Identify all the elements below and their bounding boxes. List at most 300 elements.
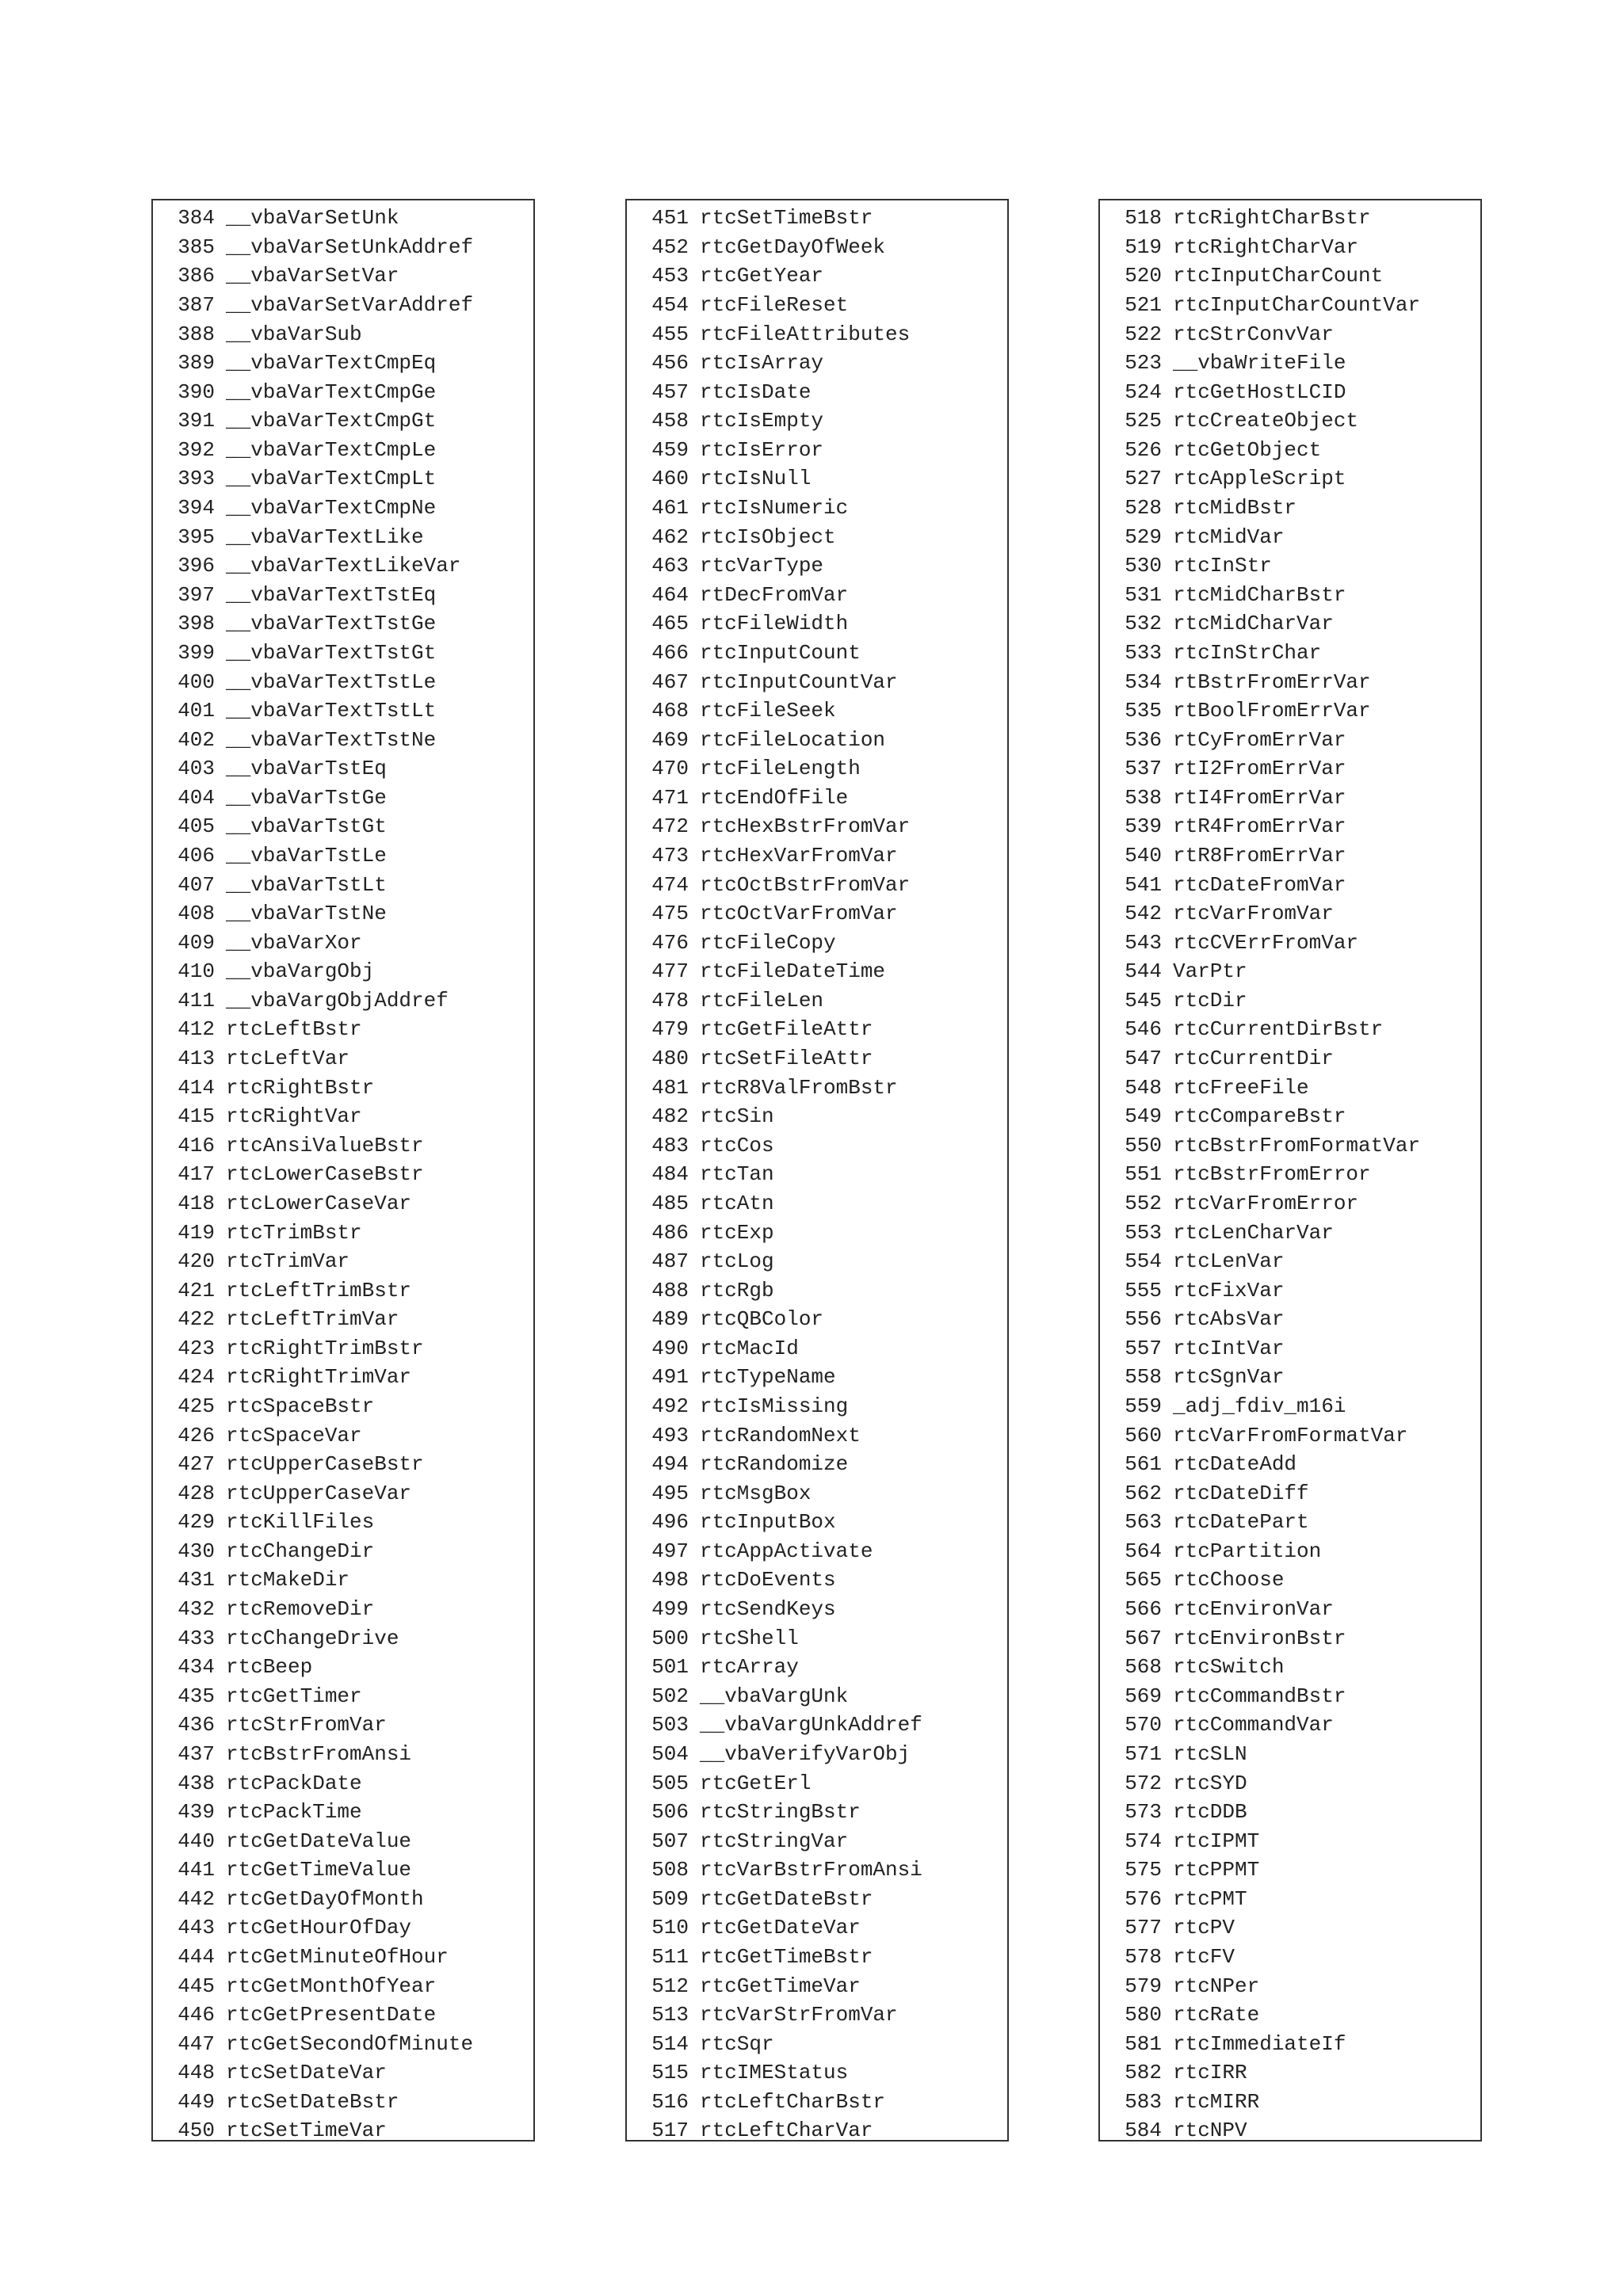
list-item	[153, 2058, 533, 2088]
list-item	[1100, 2058, 1480, 2088]
function-name: __vbaVarTstGt	[226, 814, 387, 839]
ordinal-number: 436	[178, 1713, 215, 1737]
ordinal-number: 422	[178, 1307, 215, 1332]
function-name: rtcRightTrimBstr	[226, 1336, 424, 1360]
ordinal-number: 548	[1125, 1075, 1162, 1100]
ordinal-number: 558	[1125, 1365, 1162, 1390]
function-name: VarPtr	[1173, 959, 1247, 984]
list-item	[153, 377, 533, 406]
ordinal-number: 505	[651, 1771, 689, 1795]
list-item	[627, 754, 1007, 784]
list-item	[627, 928, 1007, 957]
function-name: rtcKillFiles	[226, 1510, 375, 1535]
ordinal-number: 570	[1125, 1713, 1162, 1737]
ordinal-number: 536	[1125, 727, 1162, 752]
ordinal-number: 472	[651, 814, 689, 839]
ordinal-number: 427	[178, 1452, 215, 1477]
list-item	[627, 349, 1007, 378]
function-name: rtcFileCopy	[700, 930, 836, 955]
list-item	[627, 870, 1007, 899]
function-name: __vbaVarSetVar	[226, 264, 399, 288]
ordinal-number: 466	[651, 640, 689, 665]
ordinal-number: 544	[1125, 959, 1162, 984]
ordinal-number: 562	[1125, 1481, 1162, 1505]
list-item	[1100, 2116, 1480, 2145]
function-name: rtcLenVar	[1173, 1249, 1285, 1274]
ordinal-number: 443	[178, 1916, 215, 1940]
function-name: __vbaVarXor	[226, 930, 362, 955]
function-name: __vbaVarTextCmpLt	[226, 467, 437, 491]
function-name: __vbaVarTextCmpEq	[226, 351, 437, 376]
function-name: rtcChoose	[1173, 1568, 1285, 1592]
function-name: rtcMsgBox	[700, 1481, 812, 1505]
ordinal-number: 565	[1125, 1568, 1162, 1592]
list-item	[153, 754, 533, 784]
ordinal-number: 498	[651, 1568, 689, 1592]
ordinal-number: 491	[651, 1365, 689, 1390]
list-item	[153, 1363, 533, 1392]
ordinal-number: 397	[178, 582, 215, 607]
list-item	[627, 551, 1007, 581]
list-item	[627, 1044, 1007, 1074]
ordinal-number: 508	[651, 1858, 689, 1882]
list-item	[627, 639, 1007, 668]
function-name: __vbaVarTstNe	[226, 902, 387, 926]
list-item	[627, 1595, 1007, 1624]
function-name: rtcR8ValFromBstr	[700, 1075, 898, 1100]
ordinal-number: 442	[178, 1886, 215, 1911]
list-item	[1100, 841, 1480, 871]
list-item	[153, 1740, 533, 1769]
ordinal-number: 400	[178, 669, 215, 694]
function-name: rtcGetDateVar	[700, 1916, 861, 1940]
list-item	[627, 2029, 1007, 2058]
list-item	[153, 667, 533, 696]
list-item	[153, 1623, 533, 1653]
function-name: rtcGetErl	[700, 1771, 812, 1795]
list-item	[1100, 319, 1480, 349]
ordinal-number: 435	[178, 1684, 215, 1708]
list-item	[627, 1913, 1007, 1943]
ordinal-number: 581	[1125, 2031, 1162, 2056]
ordinal-number: 542	[1125, 902, 1162, 926]
ordinal-number: 448	[178, 2061, 215, 2085]
list-item	[153, 1131, 533, 1161]
list-item	[153, 1102, 533, 1131]
list-item	[627, 986, 1007, 1016]
list-item	[627, 1478, 1007, 1508]
list-item	[153, 1681, 533, 1711]
list-item	[153, 1073, 533, 1102]
function-name: __vbaVarTextTstLt	[226, 699, 437, 723]
function-name: __vbaVarTstGe	[226, 785, 387, 810]
function-name: rtcMIRR	[1173, 2089, 1260, 2114]
function-name: rtcTrimBstr	[226, 1220, 362, 1245]
function-name: rtcMidBstr	[1173, 496, 1297, 521]
list-item	[1100, 1334, 1480, 1363]
function-name: rtcInStrChar	[1173, 640, 1322, 665]
list-item	[1100, 1595, 1480, 1624]
ordinal-number: 393	[178, 467, 215, 491]
list-item	[627, 522, 1007, 551]
function-name: rtcSgnVar	[1173, 1365, 1285, 1390]
function-name: rtcSetTimeBstr	[700, 206, 873, 231]
function-name: rtcAbsVar	[1173, 1307, 1285, 1332]
ordinal-number: 500	[651, 1626, 689, 1650]
function-name: rtcLog	[700, 1249, 774, 1274]
list-item	[1100, 1971, 1480, 2000]
ordinal-number: 503	[651, 1713, 689, 1737]
function-name: rtcDateFromVar	[1173, 872, 1346, 897]
function-name: rtcGetHostLCID	[1173, 379, 1346, 404]
ordinal-number: 455	[651, 322, 689, 346]
function-name: rtcIsEmpty	[700, 409, 824, 433]
ordinal-number: 415	[178, 1104, 215, 1129]
ordinal-number: 568	[1125, 1655, 1162, 1680]
function-name: __vbaVarTstEq	[226, 757, 387, 781]
ordinal-number: 578	[1125, 1944, 1162, 1969]
list-item	[1100, 522, 1480, 551]
list-item	[1100, 812, 1480, 841]
ordinal-number: 421	[178, 1278, 215, 1302]
list-item	[627, 1073, 1007, 1102]
function-name: rtcPV	[1173, 1916, 1235, 1940]
ordinal-number: 531	[1125, 582, 1162, 607]
ordinal-number: 424	[178, 1365, 215, 1390]
list-item	[627, 494, 1007, 523]
list-item	[627, 812, 1007, 841]
ordinal-number: 457	[651, 379, 689, 404]
function-name: rtcVarType	[700, 554, 824, 578]
ordinal-number: 511	[651, 1944, 689, 1969]
list-item	[153, 261, 533, 291]
list-item	[1100, 1218, 1480, 1247]
list-item	[153, 1015, 533, 1044]
list-item	[1100, 928, 1480, 957]
function-name: rtcGetSecondOfMinute	[226, 2031, 474, 2056]
list-item	[153, 1450, 533, 1479]
list-item	[1100, 784, 1480, 813]
ordinal-number: 451	[651, 206, 689, 231]
function-name: rtcUpperCaseVar	[226, 1481, 412, 1505]
ordinal-number: 394	[178, 496, 215, 521]
list-item	[153, 1826, 533, 1855]
list-item	[153, 1334, 533, 1363]
list-item	[1100, 2000, 1480, 2030]
function-name: rtcRandomNext	[700, 1423, 861, 1447]
function-name: __vbaVarTextCmpGt	[226, 409, 437, 433]
list-item	[153, 1218, 533, 1247]
function-name: rtcDir	[1173, 988, 1247, 1013]
list-item	[153, 2000, 533, 2030]
function-name: __vbaVarSetVarAddref	[226, 293, 474, 318]
function-name: rtcStringVar	[700, 1829, 849, 1853]
function-name: rtcVarBstrFromAnsi	[700, 1858, 922, 1882]
list-item	[153, 1768, 533, 1798]
list-item	[1100, 1885, 1480, 1914]
ordinal-number: 392	[178, 437, 215, 462]
function-name: rtcRightCharVar	[1173, 235, 1359, 259]
function-name: rtcRightTrimVar	[226, 1365, 412, 1390]
list-item	[627, 406, 1007, 436]
list-item	[153, 1885, 533, 1914]
list-item	[627, 233, 1007, 262]
ordinal-number: 522	[1125, 322, 1162, 346]
function-name: rtcIsArray	[700, 351, 824, 376]
list-item	[153, 812, 533, 841]
function-name: rtcGetObject	[1173, 437, 1322, 462]
function-name: rtcPMT	[1173, 1886, 1247, 1911]
ordinal-number: 389	[178, 351, 215, 376]
ordinal-number: 579	[1125, 1974, 1162, 1998]
ordinal-number: 458	[651, 409, 689, 433]
ordinal-number: 476	[651, 930, 689, 955]
function-name: rtcSqr	[700, 2031, 774, 2056]
list-item	[153, 1276, 533, 1305]
list-item	[1100, 581, 1480, 610]
list-item	[627, 2116, 1007, 2145]
ordinal-number: 439	[178, 1800, 215, 1825]
ordinal-number: 510	[651, 1916, 689, 1940]
function-name: rtcGetYear	[700, 264, 824, 288]
function-name: rtcBstrFromFormatVar	[1173, 1133, 1421, 1158]
function-name: __vbaVarTextCmpNe	[226, 496, 437, 521]
ordinal-number: 423	[178, 1336, 215, 1360]
list-item	[1100, 1102, 1480, 1131]
ordinal-number: 407	[178, 872, 215, 897]
function-name: rtcInputBox	[700, 1510, 836, 1535]
list-item	[153, 784, 533, 813]
function-name: rtDecFromVar	[700, 582, 849, 607]
list-item	[153, 2029, 533, 2058]
function-name: rtcMidCharBstr	[1173, 582, 1346, 607]
ordinal-number: 526	[1125, 437, 1162, 462]
ordinal-number: 417	[178, 1162, 215, 1187]
function-name: rtcInStr	[1173, 554, 1272, 578]
ordinal-number: 501	[651, 1655, 689, 1680]
list-item	[1100, 1508, 1480, 1537]
list-item	[1100, 639, 1480, 668]
ordinal-number: 468	[651, 699, 689, 723]
function-name: rtcIsObject	[700, 524, 836, 549]
ordinal-number: 527	[1125, 467, 1162, 491]
ordinal-number: 396	[178, 554, 215, 578]
function-name: rtcGetDateBstr	[700, 1886, 873, 1911]
function-name: rtcStrConvVar	[1173, 322, 1334, 346]
function-name: rtcLeftTrimBstr	[226, 1278, 412, 1302]
function-name: rtcCVErrFromVar	[1173, 930, 1359, 955]
list-item	[627, 1943, 1007, 1972]
function-name: rtcLowerCaseBstr	[226, 1162, 424, 1187]
list-item	[153, 1566, 533, 1595]
ordinal-number: 452	[651, 235, 689, 259]
function-name: rtcCreateObject	[1173, 409, 1359, 433]
list-item	[153, 1508, 533, 1537]
list-item	[153, 928, 533, 957]
list-item	[627, 725, 1007, 754]
list-item	[1100, 349, 1480, 378]
function-name: rtcInputCharCountVar	[1173, 293, 1421, 318]
ordinal-number: 450	[178, 2119, 215, 2143]
function-name: rtcHexBstrFromVar	[700, 814, 911, 839]
list-item	[627, 1537, 1007, 1566]
list-item	[1100, 1247, 1480, 1276]
list-item	[627, 1826, 1007, 1855]
function-name: rtcCurrentDirBstr	[1173, 1017, 1384, 1042]
ordinal-number: 459	[651, 437, 689, 462]
list-item	[627, 1855, 1007, 1885]
function-name: rtcAnsiValueBstr	[226, 1133, 424, 1158]
export-list-column-2	[625, 199, 1009, 2142]
function-name: rtcChangeDrive	[226, 1626, 399, 1650]
list-item	[153, 696, 533, 726]
function-name: rtcFileDateTime	[700, 959, 886, 984]
list-item	[627, 1653, 1007, 1682]
list-item	[1100, 494, 1480, 523]
function-name: rtcGetDateValue	[226, 1829, 412, 1853]
function-name: rtcIsError	[700, 437, 824, 462]
ordinal-number: 419	[178, 1220, 215, 1245]
ordinal-number: 514	[651, 2031, 689, 2056]
ordinal-number: 492	[651, 1394, 689, 1418]
function-name: rtcPackTime	[226, 1800, 362, 1825]
list-item	[153, 1247, 533, 1276]
function-name: __vbaVarSetUnk	[226, 206, 399, 231]
list-item	[153, 581, 533, 610]
function-name: rtcLeftCharVar	[700, 2119, 873, 2143]
function-name: rtcFixVar	[1173, 1278, 1285, 1302]
function-name: __vbaVarTstLe	[226, 844, 387, 868]
function-name: __vbaVarTextCmpLe	[226, 437, 437, 462]
ordinal-number: 497	[651, 1539, 689, 1563]
ordinal-number: 495	[651, 1481, 689, 1505]
list-item	[153, 1537, 533, 1566]
list-item	[153, 1913, 533, 1943]
export-list-column-1	[151, 199, 535, 2142]
ordinal-number: 488	[651, 1278, 689, 1302]
ordinal-number: 520	[1125, 264, 1162, 288]
function-name: rtcUpperCaseBstr	[226, 1452, 424, 1477]
list-item	[153, 1305, 533, 1334]
function-name: rtcGetPresentDate	[226, 2003, 437, 2027]
ordinal-number: 516	[651, 2089, 689, 2114]
export-list-column-3	[1098, 199, 1482, 2142]
function-name: __vbaVarTextTstEq	[226, 582, 437, 607]
list-item	[1100, 204, 1480, 233]
list-item	[153, 609, 533, 639]
function-name: rtcRightBstr	[226, 1075, 375, 1100]
list-item	[1100, 870, 1480, 899]
ordinal-number: 583	[1125, 2089, 1162, 2114]
ordinal-number: 556	[1125, 1307, 1162, 1332]
ordinal-number: 446	[178, 2003, 215, 2027]
function-name: rtcSetDateVar	[226, 2061, 387, 2085]
ordinal-number: 460	[651, 467, 689, 491]
function-name: rtR4FromErrVar	[1173, 814, 1346, 839]
function-name: rtcStrFromVar	[226, 1713, 387, 1737]
ordinal-number: 566	[1125, 1597, 1162, 1622]
function-name: rtcDateAdd	[1173, 1452, 1297, 1477]
ordinal-number: 539	[1125, 814, 1162, 839]
function-name: rtcPackDate	[226, 1771, 362, 1795]
ordinal-number: 523	[1125, 351, 1162, 376]
function-name: rtcLeftVar	[226, 1047, 350, 1071]
function-name: rtcLenCharVar	[1173, 1220, 1334, 1245]
list-item	[153, 1855, 533, 1885]
list-item	[627, 1102, 1007, 1131]
ordinal-number: 576	[1125, 1886, 1162, 1911]
function-name: rtcVarFromFormatVar	[1173, 1423, 1408, 1447]
list-item	[153, 319, 533, 349]
function-name: rtcSYD	[1173, 1771, 1247, 1795]
ordinal-number: 449	[178, 2089, 215, 2114]
function-name: rtcCompareBstr	[1173, 1104, 1346, 1129]
function-name: rtcEnvironBstr	[1173, 1626, 1346, 1650]
list-item	[627, 1885, 1007, 1914]
function-name: rtcMakeDir	[226, 1568, 350, 1592]
ordinal-number: 470	[651, 757, 689, 781]
function-name: rtR8FromErrVar	[1173, 844, 1346, 868]
function-name: rtcIsNumeric	[700, 496, 849, 521]
ordinal-number: 537	[1125, 757, 1162, 781]
ordinal-number: 444	[178, 1944, 215, 1969]
list-item	[627, 261, 1007, 291]
ordinal-number: 534	[1125, 669, 1162, 694]
list-item	[153, 725, 533, 754]
ordinal-number: 507	[651, 1829, 689, 1853]
ordinal-number: 395	[178, 524, 215, 549]
function-name: rtcFileSeek	[700, 699, 836, 723]
ordinal-number: 543	[1125, 930, 1162, 955]
ordinal-number: 561	[1125, 1452, 1162, 1477]
ordinal-number: 557	[1125, 1336, 1162, 1360]
list-item	[627, 1276, 1007, 1305]
list-item	[627, 1768, 1007, 1798]
ordinal-number: 391	[178, 409, 215, 433]
ordinal-number: 465	[651, 612, 689, 636]
function-name: rtcEnvironVar	[1173, 1597, 1334, 1622]
list-item	[153, 233, 533, 262]
ordinal-number: 574	[1125, 1829, 1162, 1853]
ordinal-number: 469	[651, 727, 689, 752]
list-item	[627, 1421, 1007, 1450]
function-name: rtcGetMinuteOfHour	[226, 1944, 449, 1969]
list-item	[627, 291, 1007, 320]
function-name: rtcIntVar	[1173, 1336, 1285, 1360]
list-item	[627, 1189, 1007, 1219]
ordinal-number: 506	[651, 1800, 689, 1825]
ordinal-number: 528	[1125, 496, 1162, 521]
function-name: __vbaVargObjAddref	[226, 988, 449, 1013]
list-item	[627, 784, 1007, 813]
ordinal-number: 464	[651, 582, 689, 607]
function-name: rtcBstrFromAnsi	[226, 1741, 412, 1766]
list-item	[153, 1189, 533, 1219]
function-name: __vbaVargUnk	[700, 1684, 849, 1708]
function-name: rtcInputCharCount	[1173, 264, 1384, 288]
function-name: rtcInputCount	[700, 640, 861, 665]
list-item	[627, 1566, 1007, 1595]
ordinal-number: 487	[651, 1249, 689, 1274]
function-name: __vbaVarTstLt	[226, 872, 387, 897]
function-name: rtcSLN	[1173, 1741, 1247, 1766]
list-item	[153, 464, 533, 494]
ordinal-number: 408	[178, 902, 215, 926]
ordinal-number: 471	[651, 785, 689, 810]
ordinal-number: 515	[651, 2061, 689, 2085]
ordinal-number: 387	[178, 293, 215, 318]
list-item	[153, 1971, 533, 2000]
